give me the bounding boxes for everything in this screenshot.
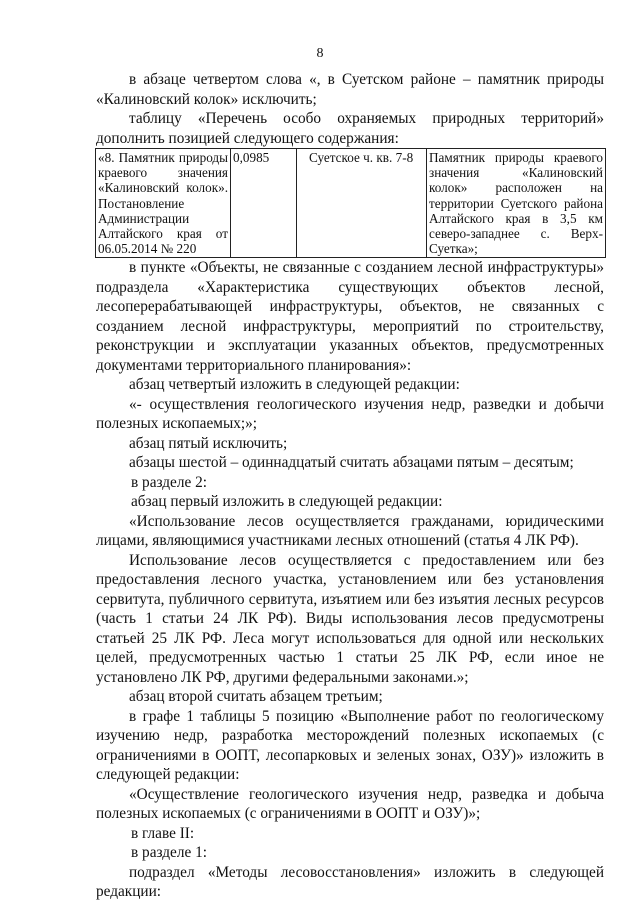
table-cell-name: «8. Памятник природы краевого значения «Калиновский колок». Постановление Администрации Алтайского края от 06.05.2014 № 220 — [96, 149, 231, 258]
paragraph: абзац второй считать абзацем третьим; — [129, 688, 383, 706]
table-cell-description: Памятник природы краевого значения «Калиновский колок» расположен на территории Суетского района Алтайского края в 3,5 км северо-западнее с. Верх-Суетка»; — [427, 149, 606, 258]
paragraph: «Осуществление геологического изучения недр, разведка и добыча полезных ископаемых (с ограничениями в ООПТ и ОЗУ)»; — [96, 785, 604, 823]
document-body — [96, 70, 604, 902]
paragraph: абзацы шестой – одиннадцатый считать абзацами пятым – десятым; — [129, 454, 574, 472]
paragraph: в разделе 1: — [131, 844, 207, 862]
page-number: 8 — [316, 46, 324, 61]
paragraph: в пункте «Объекты, не связанные с созданием лесной инфраструктуры» подраздела «Характеристика существующих объектов лесной, лесоперерабатывающей инфраструктуры, объектов, не связанных с созданием лесной инфраструктуры, мероприятий по строительству, реконструкции и эксплуатации указанных объектов, предусмотренных документами территориального планирования»: — [96, 259, 604, 374]
table-cell-area: 0,0985 — [231, 149, 297, 258]
paragraph: в графе 1 таблицы 5 позицию «Выполнение работ по геологическому изучению недр, разработка месторождений полезных ископаемых (с ограничениями в ООПТ, лесопарковых и зеленых зонах, ОЗУ)» изложить в следующей редакции: — [96, 707, 604, 784]
paragraph: подраздел «Методы лесовосстановления» изложить в следующей редакции: — [96, 863, 604, 901]
table-row — [96, 149, 606, 258]
table-cell-location: Суетское ч. кв. 7-8 — [297, 149, 427, 258]
paragraph: Использование лесов осуществляется с предоставлением или без предоставления лесного участка, установлением или без установления сервитута, публичного сервитута, изъятием или без изъятия лесных ресурсов (часть 1 статьи 24 ЛК РФ). Виды использования лесов предусмотрены статьей 25 ЛК РФ. Леса могут использоваться для одной или нескольких целей, предусмотренных частью 1 статьи 25 ЛК РФ, если иное не установлено ЛК РФ, другими федеральными законами.»; — [96, 551, 604, 686]
paragraph: в разделе 2: — [131, 473, 207, 491]
paragraph: таблицу «Перечень особо охраняемых природных территорий» дополнить позицией следующего содержания: — [96, 110, 604, 147]
paragraph: «- осуществления геологического изучения недр, разведки и добычи полезных ископаемых;»; — [96, 395, 604, 433]
paragraph: абзац первый изложить в следующей редакции: — [131, 493, 443, 511]
paragraph: в абзаце четвертом слова «, в Суетском районе – памятник природы «Калиновский колок» исключить; — [96, 71, 604, 108]
paragraph: «Использование лесов осуществляется гражданами, юридическими лицами, являющимися участниками лесных отношений (статья 4 ЛК РФ). — [96, 512, 604, 550]
insert-table — [95, 148, 606, 258]
paragraph: абзац четвертый изложить в следующей редакции: — [129, 376, 460, 394]
paragraph: абзац пятый исключить; — [129, 434, 288, 452]
paragraph: в главе II: — [131, 824, 195, 842]
